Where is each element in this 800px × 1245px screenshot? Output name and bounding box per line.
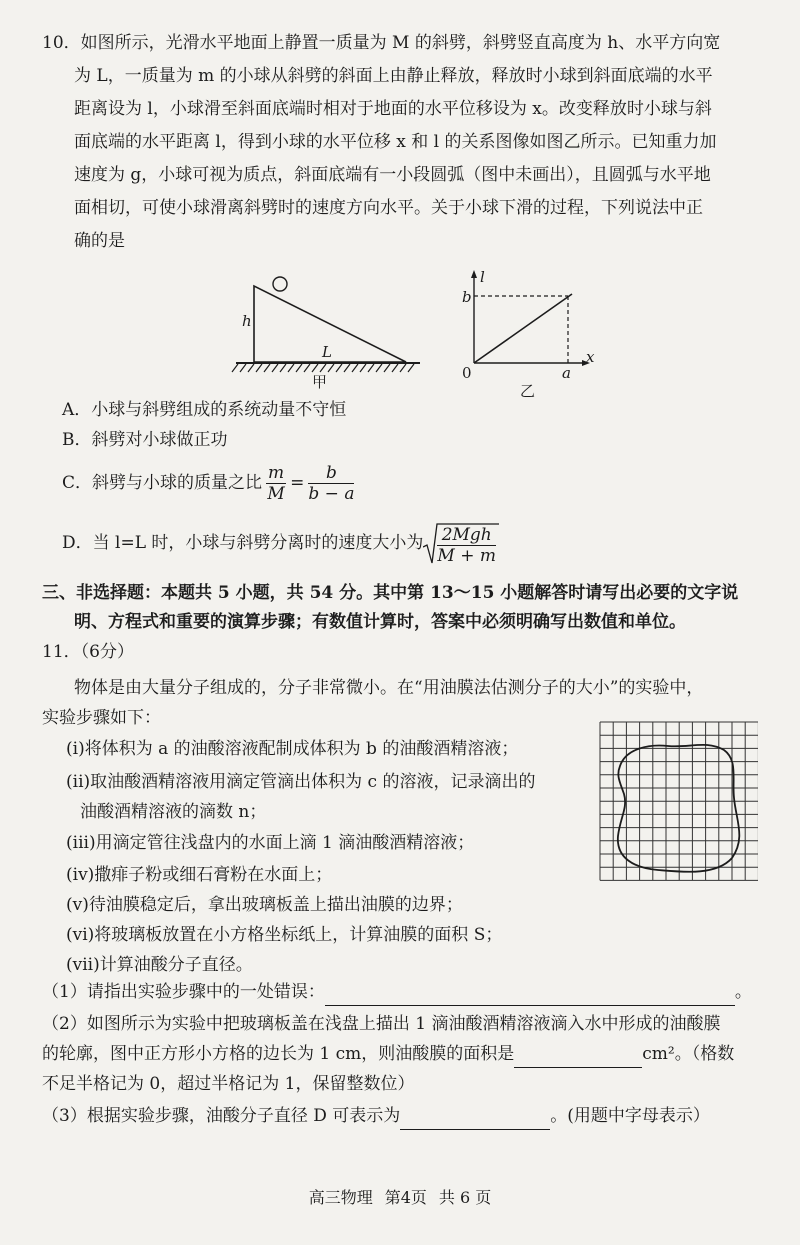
- figure-wedge: [230, 268, 430, 378]
- option-b: B．斜劈对小球做正功: [62, 430, 228, 450]
- q10-line-2: 为 L，一质量为 m 的小球从斜劈的斜面上由静止释放，释放时小球到斜面底端的水平: [74, 66, 713, 86]
- caption-jia: 甲: [312, 373, 328, 391]
- section3-line-2: 明、方程式和重要的演算步骤；有数值计算时，答案中必须明确写出数值和单位。: [74, 612, 686, 632]
- page-footer: [0, 1185, 800, 1208]
- footer-subject: 高三物理: [308, 1188, 373, 1207]
- q11-part-2b: [42, 1040, 734, 1068]
- part-2-prefix: 的轮廓，图中正方形小方格的边长为 1 cm，则油酸膜的面积是: [42, 1044, 515, 1064]
- label-l: l: [480, 268, 485, 286]
- equals-sign: =: [290, 473, 305, 493]
- section3-line-1: 三、非选择题：本题共 5 小题，共 54 分。其中第 13～15 小题解答时请写出必要的文字说: [42, 583, 739, 603]
- label-L: L: [322, 343, 332, 361]
- answer-blank-3[interactable]: [400, 1109, 550, 1130]
- q10-line-1: 10．如图所示，光滑水平地面上静置一质量为 M 的斜劈，斜劈竖直高度为 h、水平方向宽: [42, 33, 721, 53]
- sqrt-expression: 2Mgh M + m: [423, 521, 499, 567]
- q11-part-2c: 不足半格记为 0，超过半格记为 1，保留整数位）: [42, 1074, 415, 1094]
- step-3: (iii)用滴定管往浅盘内的水面上滴 1 滴油酸酒精溶液；: [66, 833, 475, 853]
- q11-head: 11．（6分）: [42, 642, 134, 662]
- l-axis-arrow: [471, 270, 477, 278]
- option-c-prefix: C．斜劈与小球的质量之比: [62, 473, 263, 493]
- q11-part-3: [42, 1102, 710, 1130]
- step-5: (v)待油膜稳定后，拿出玻璃板盖上描出油膜的边界；: [66, 895, 463, 915]
- fraction-m-over-M: $\frac{m}{M}$: [267, 463, 285, 504]
- step-2b: 油酸酒精溶液的滴数 n；: [80, 802, 267, 822]
- step-4: (iv)撒痱子粉或细石膏粉在水面上；: [66, 865, 333, 885]
- q11-part-2a: （2）如图所示为实验中把玻璃板盖在浅盘上描出 1 滴油酸酒精溶液滴入水中形成的油酸膜: [42, 1014, 721, 1034]
- part-3-prefix: （3）根据实验步骤，油酸分子直径 D 可表示为: [42, 1106, 401, 1126]
- label-a: a: [562, 364, 571, 382]
- label-x: x: [586, 348, 595, 366]
- caption-yi: 乙: [520, 382, 536, 400]
- q10-line-4: 面底端的水平距离 l，得到小球的水平位移 x 和 l 的关系图像如图乙所示。已知重力加: [74, 132, 717, 152]
- footer-page: 第4页: [384, 1188, 427, 1207]
- part-1-text: （1）请指出实验步骤中的一处错误：: [42, 982, 325, 1002]
- oil-film-outline: [618, 745, 739, 872]
- label-origin: 0: [462, 364, 472, 382]
- option-d: [62, 520, 499, 567]
- ball: [273, 277, 287, 291]
- fraction-b-over-b-minus-a: $\frac{b}{b - a}$: [308, 463, 355, 504]
- label-b: b: [462, 288, 472, 306]
- q11-intro-1: 物体是由大量分子组成的，分子非常微小。在“用油膜法估测分子的大小”的实验中，: [74, 678, 704, 698]
- step-7: (vii)计算油酸分子直径。: [66, 955, 253, 975]
- part-2-suffix: cm²。（格数: [642, 1044, 735, 1064]
- graph-line: [474, 294, 572, 363]
- answer-blank-2[interactable]: [514, 1047, 642, 1068]
- q11-intro-2: 实验步骤如下：: [42, 708, 161, 728]
- step-2a: (ii)取油酸酒精溶液用滴定管滴出体积为 c 的溶液，记录滴出的: [66, 772, 536, 792]
- label-h: h: [242, 312, 252, 330]
- answer-blank-1[interactable]: [325, 985, 735, 1006]
- q10-line-3: 距离设为 l，小球滑至斜面底端时相对于地面的水平位移设为 x。改变释放时小球与斜: [74, 99, 712, 119]
- q10-line-6: 面相切，可使小球滑离斜劈时的速度方向水平。关于小球下滑的过程，下列说法中正: [74, 198, 703, 218]
- part-3-suffix: 。(用题中字母表示）: [550, 1106, 710, 1126]
- q10-line-5: 速度为 g，小球可视为质点，斜面底端有一小段圆弧（图中未画出），且圆弧与水平地: [74, 165, 711, 185]
- option-a: A．小球与斜劈组成的系统动量不守恒: [62, 400, 347, 420]
- option-c: [62, 462, 358, 504]
- part-1-end: 。: [734, 982, 752, 1002]
- oil-film-grid: [598, 720, 758, 890]
- q11-part-1: [42, 978, 752, 1006]
- step-1: (i)将体积为 a 的油酸溶液配制成体积为 b 的油酸酒精溶液；: [66, 739, 519, 759]
- option-d-prefix: D．当 l=L 时，小球与斜劈分离时的速度大小为: [62, 533, 424, 553]
- q10-line-7: 确的是: [74, 231, 125, 251]
- footer-total: 共 6 页: [438, 1188, 492, 1207]
- step-6: (vi)将玻璃板放置在小方格坐标纸上，计算油膜的面积 S；: [66, 925, 503, 945]
